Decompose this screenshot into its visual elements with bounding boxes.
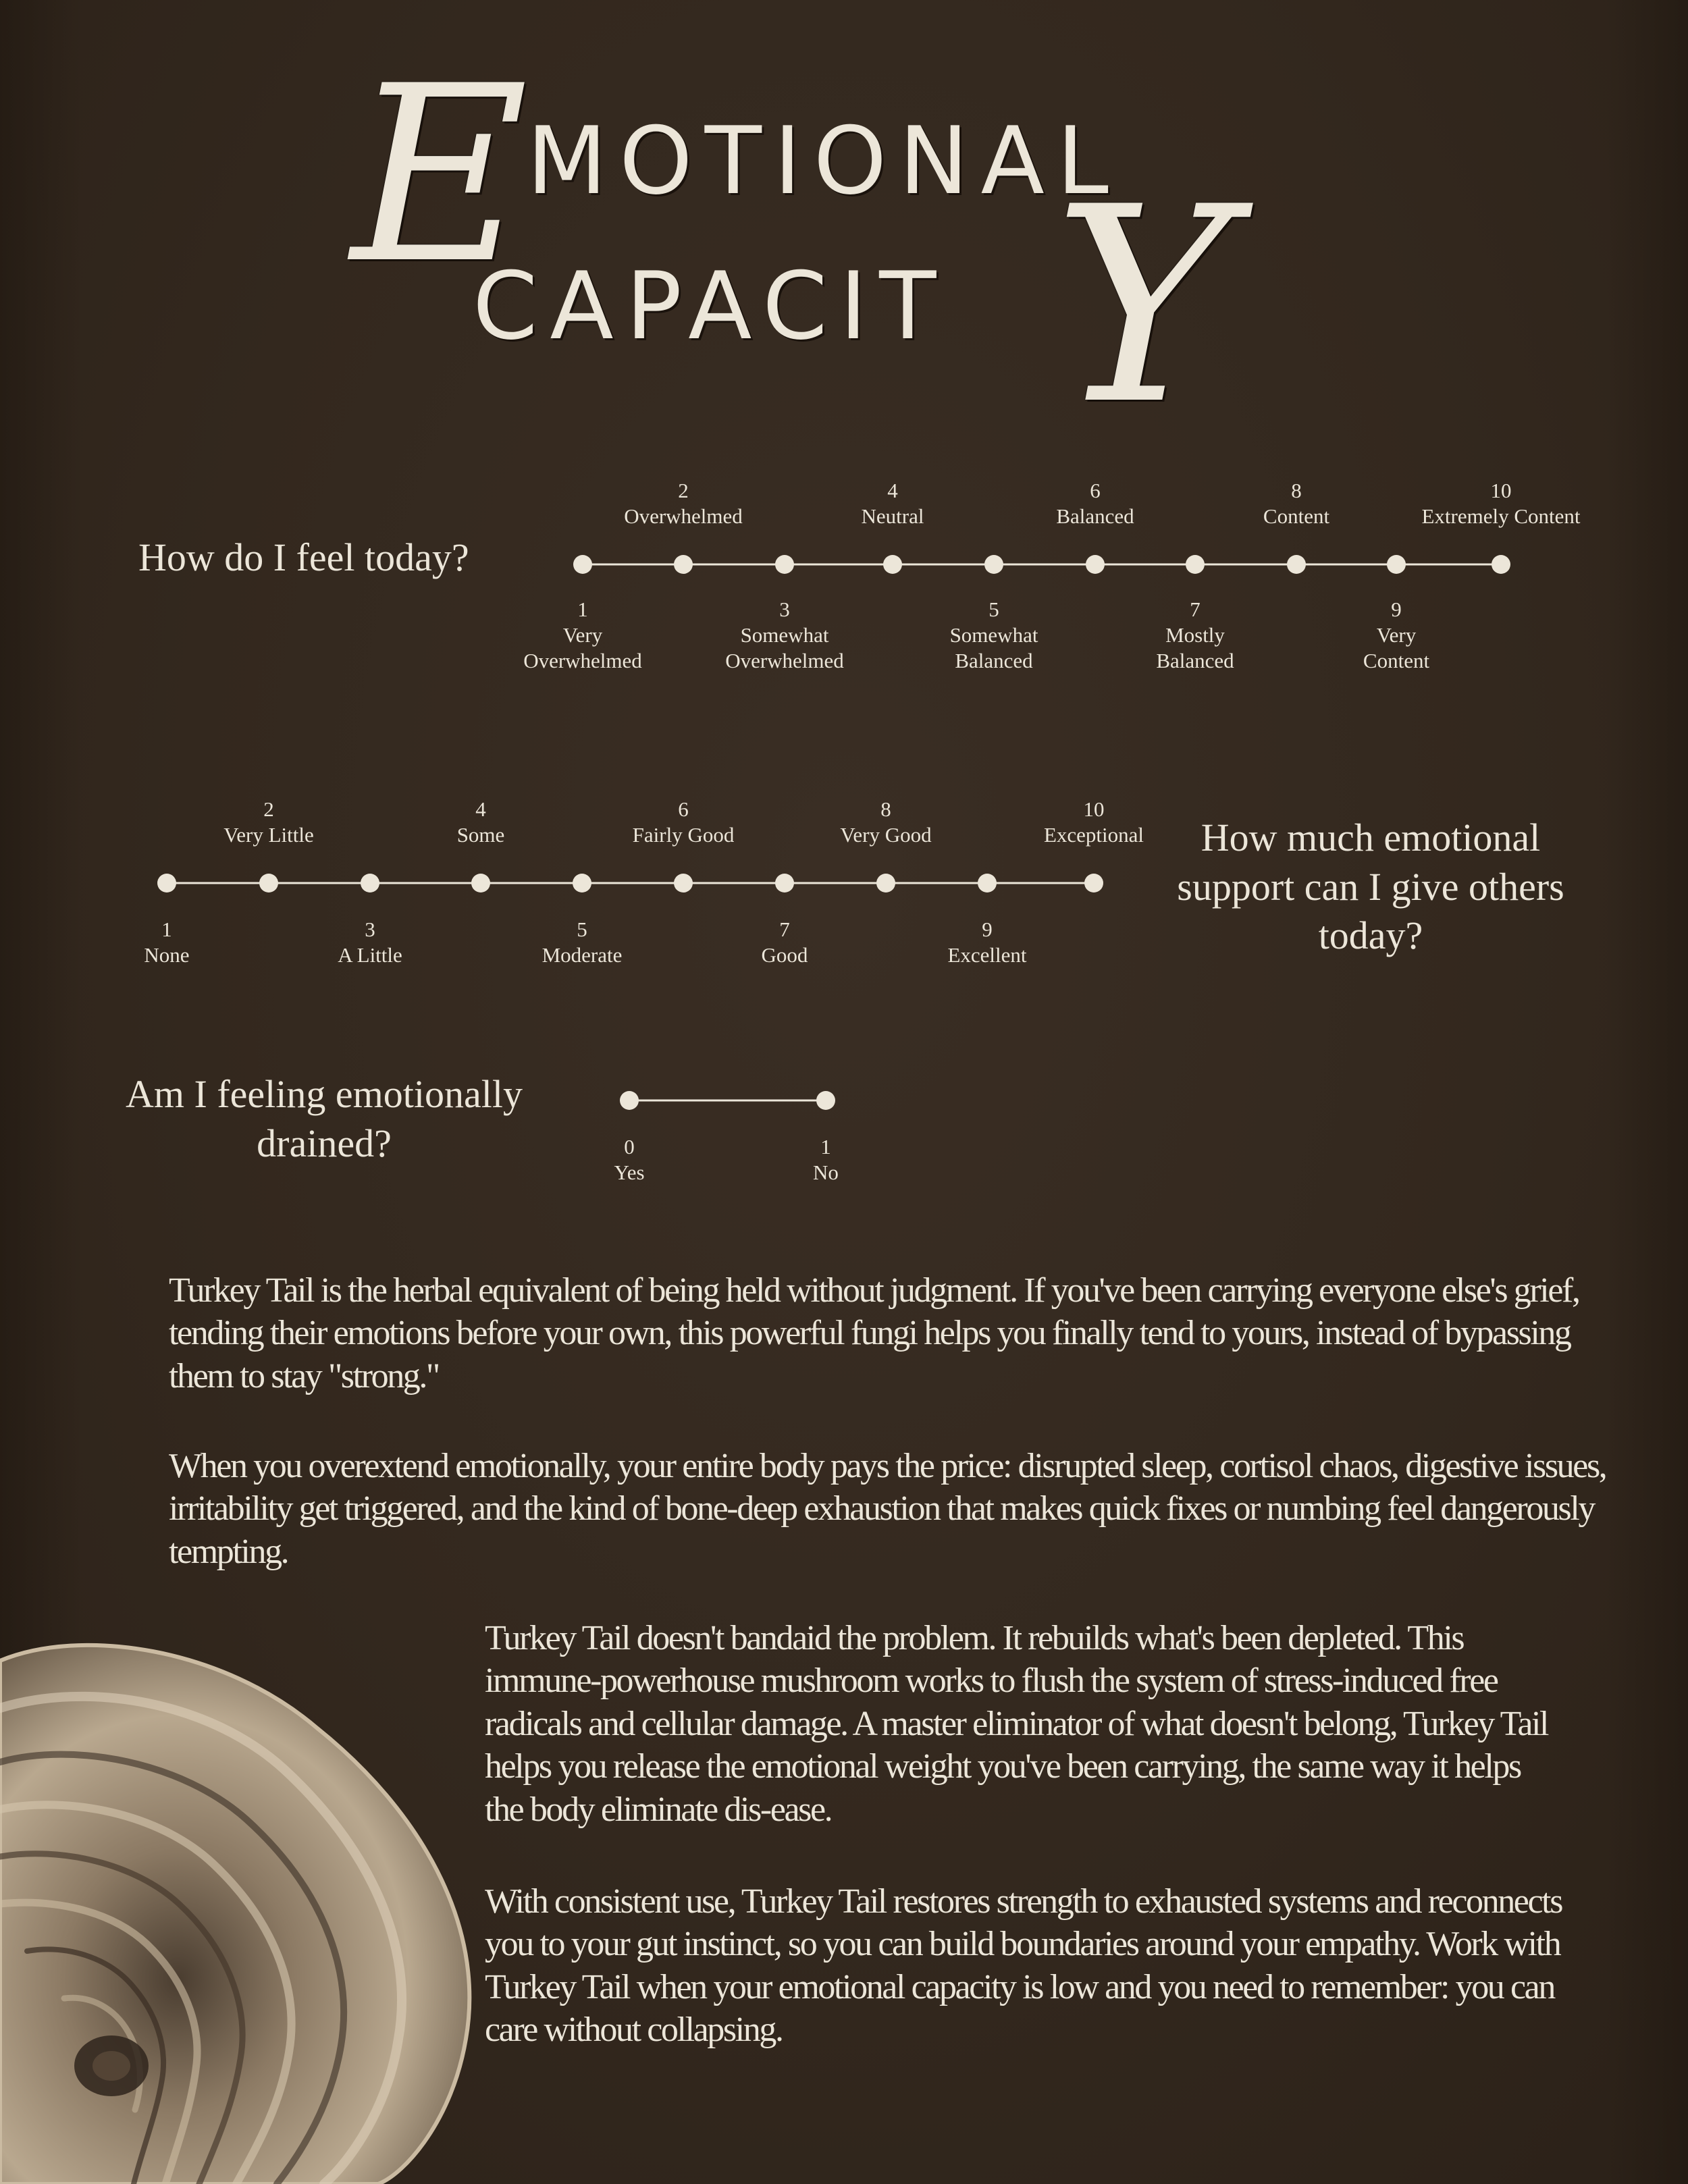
scale2-tick-label (481, 917, 683, 968)
tick-number: 2 (678, 479, 689, 502)
scale2-dot-8[interactable] (876, 874, 895, 893)
tick-text: Overwhelmed (624, 504, 743, 528)
tick-number: 2 (263, 797, 274, 821)
tick-number: 6 (1090, 479, 1101, 502)
tick-text: Exceptional (1043, 822, 1144, 847)
scale2-tick-label (683, 917, 886, 968)
scale3-dot-0[interactable] (620, 1091, 639, 1110)
scale2-dot-7[interactable] (775, 874, 794, 893)
title-initial-e: E (351, 34, 529, 317)
tick-number: 9 (1391, 597, 1402, 621)
tick-number: 5 (988, 597, 999, 621)
tick-number: 1 (577, 597, 588, 621)
tick-text: Yes (614, 1160, 645, 1184)
title-word-capacit: CAPACIT (473, 252, 949, 361)
tick-text: Very Overwhelmed (523, 622, 642, 672)
tick-number: 3 (365, 917, 375, 941)
scale1-dot-8[interactable] (1287, 555, 1306, 574)
tick-text: Neutral (861, 504, 924, 528)
tick-text: None (144, 942, 190, 967)
tick-number: 7 (1190, 597, 1201, 621)
title-word-motional: MOTIONAL (527, 107, 1121, 215)
tick-number: 4 (475, 797, 486, 821)
scale2-question: How much emotional support can I give others today? (1177, 816, 1564, 957)
tick-number: 3 (779, 597, 790, 621)
tick-number: 8 (1291, 479, 1302, 502)
scale1-dot-5[interactable] (984, 555, 1003, 574)
scale1-tick-label (1094, 597, 1296, 673)
scale1-tick-label (893, 597, 1095, 673)
scale1-tick-label (791, 478, 994, 529)
right-vignette (1607, 0, 1688, 2184)
scale1-dot-6[interactable] (1086, 555, 1105, 574)
scale1-tick-label (582, 478, 785, 529)
scale2-tick-label (582, 797, 785, 848)
scale2-dot-4[interactable] (471, 874, 490, 893)
scale1-tick-label (1195, 478, 1398, 529)
tick-text: Excellent (947, 942, 1027, 967)
scale2-tick-label (379, 797, 582, 848)
scale1-dot-10[interactable] (1492, 555, 1510, 574)
scale2-tick-label (993, 797, 1195, 848)
tick-number: 4 (887, 479, 898, 502)
tick-number: 10 (1490, 479, 1512, 502)
tick-number: 0 (624, 1135, 635, 1158)
scale1-dot-7[interactable] (1186, 555, 1205, 574)
scale1-dot-9[interactable] (1387, 555, 1406, 574)
scale2-dot-2[interactable] (259, 874, 278, 893)
scale1-tick-label (994, 478, 1196, 529)
tick-number: 8 (880, 797, 891, 821)
scale1-dot-1[interactable] (573, 555, 592, 574)
tick-number: 5 (577, 917, 587, 941)
scale3-question: Am I feeling emotionally drained? (126, 1072, 523, 1165)
paragraph-4: With consistent use, Turkey Tail restores strength to exhausted systems and reconnects you to your gut instinct, so you can build boundaries around your empathy. Work with Turkey Tail when your emotional capacity is low and you need to remember: you can care without collapsing. (485, 1882, 1562, 2050)
scale3-tick-label (724, 1134, 927, 1186)
tick-number: 7 (779, 917, 790, 941)
paragraph-1: Turkey Tail is the herbal equivalent of being held without judgment. If you've been carrying everyone else's grief, tending their emotions before your own, this powerful fungi helps you finally tend to yours, instead of bypassing them to stay "strong." (169, 1271, 1579, 1395)
scale1-dot-4[interactable] (883, 555, 902, 574)
scale1-tick-label (481, 597, 684, 673)
tick-number: 1 (820, 1135, 831, 1158)
tick-text: Balanced (1056, 504, 1134, 528)
tick-text: A Little (338, 942, 402, 967)
tick-text: Extremely Content (1421, 504, 1581, 528)
scale2-tick-label (269, 917, 471, 968)
scale2-tick-label (886, 917, 1088, 968)
scale2-dot-1[interactable] (157, 874, 176, 893)
scale2-dot-10[interactable] (1084, 874, 1103, 893)
scale2-dot-9[interactable] (978, 874, 997, 893)
scale2-dot-6[interactable] (674, 874, 693, 893)
scale1-tick-label (1400, 478, 1602, 529)
tick-text: Very Little (223, 822, 314, 847)
scale2-tick-label (785, 797, 987, 848)
tick-number: 6 (678, 797, 689, 821)
tick-text: Moderate (542, 942, 623, 967)
scale1-tick-label (1295, 597, 1498, 673)
tick-number: 10 (1083, 797, 1105, 821)
scale1-dot-2[interactable] (674, 555, 693, 574)
tick-text: Somewhat Balanced (949, 622, 1038, 672)
tick-text: Mostly Balanced (1156, 622, 1234, 672)
scale1-dot-3[interactable] (775, 555, 794, 574)
tick-text: Content (1263, 504, 1330, 528)
tick-number: 1 (161, 917, 172, 941)
scale2-tick-label (167, 797, 370, 848)
title-final-y: Y (1053, 150, 1232, 464)
paragraph-3: Turkey Tail doesn't bandaid the problem. It rebuilds what's been depleted. This immune-powerhouse mushroom works to flush the system of stress-induced free radicals and cellular damage. A master eliminator of what doesn't belong, Turkey Tail helps you release the emotional weight you've been carrying, the same way it helps the body eliminate dis-ease. (485, 1619, 1548, 1829)
scale1-question: How do I feel today? (138, 535, 469, 579)
tick-text: Good (761, 942, 808, 967)
tick-text: Very Good (840, 822, 932, 847)
tick-text: Very Content (1363, 622, 1430, 672)
tick-number: 9 (982, 917, 993, 941)
tick-text: Some (456, 822, 505, 847)
scale3-tick-label (528, 1134, 731, 1186)
scale3-dot-1[interactable] (816, 1091, 835, 1110)
paragraph-2: When you overextend emotionally, your entire body pays the price: disrupted sleep, cortisol chaos, digestive issues, irritability get triggered, and the kind of bone-deep exhaustion that makes quick fixes or numbing feel dangerously tempting. (169, 1447, 1606, 1571)
scale1-tick-label (683, 597, 886, 673)
tick-text: No (813, 1160, 839, 1184)
scale2-dot-5[interactable] (573, 874, 591, 893)
scale2-dot-3[interactable] (361, 874, 379, 893)
scale2-tick-label (65, 917, 268, 968)
tick-text: Somewhat Overwhelmed (725, 622, 844, 672)
turkey-tail-mushroom-icon (0, 1634, 513, 2184)
tick-text: Fairly Good (632, 822, 735, 847)
